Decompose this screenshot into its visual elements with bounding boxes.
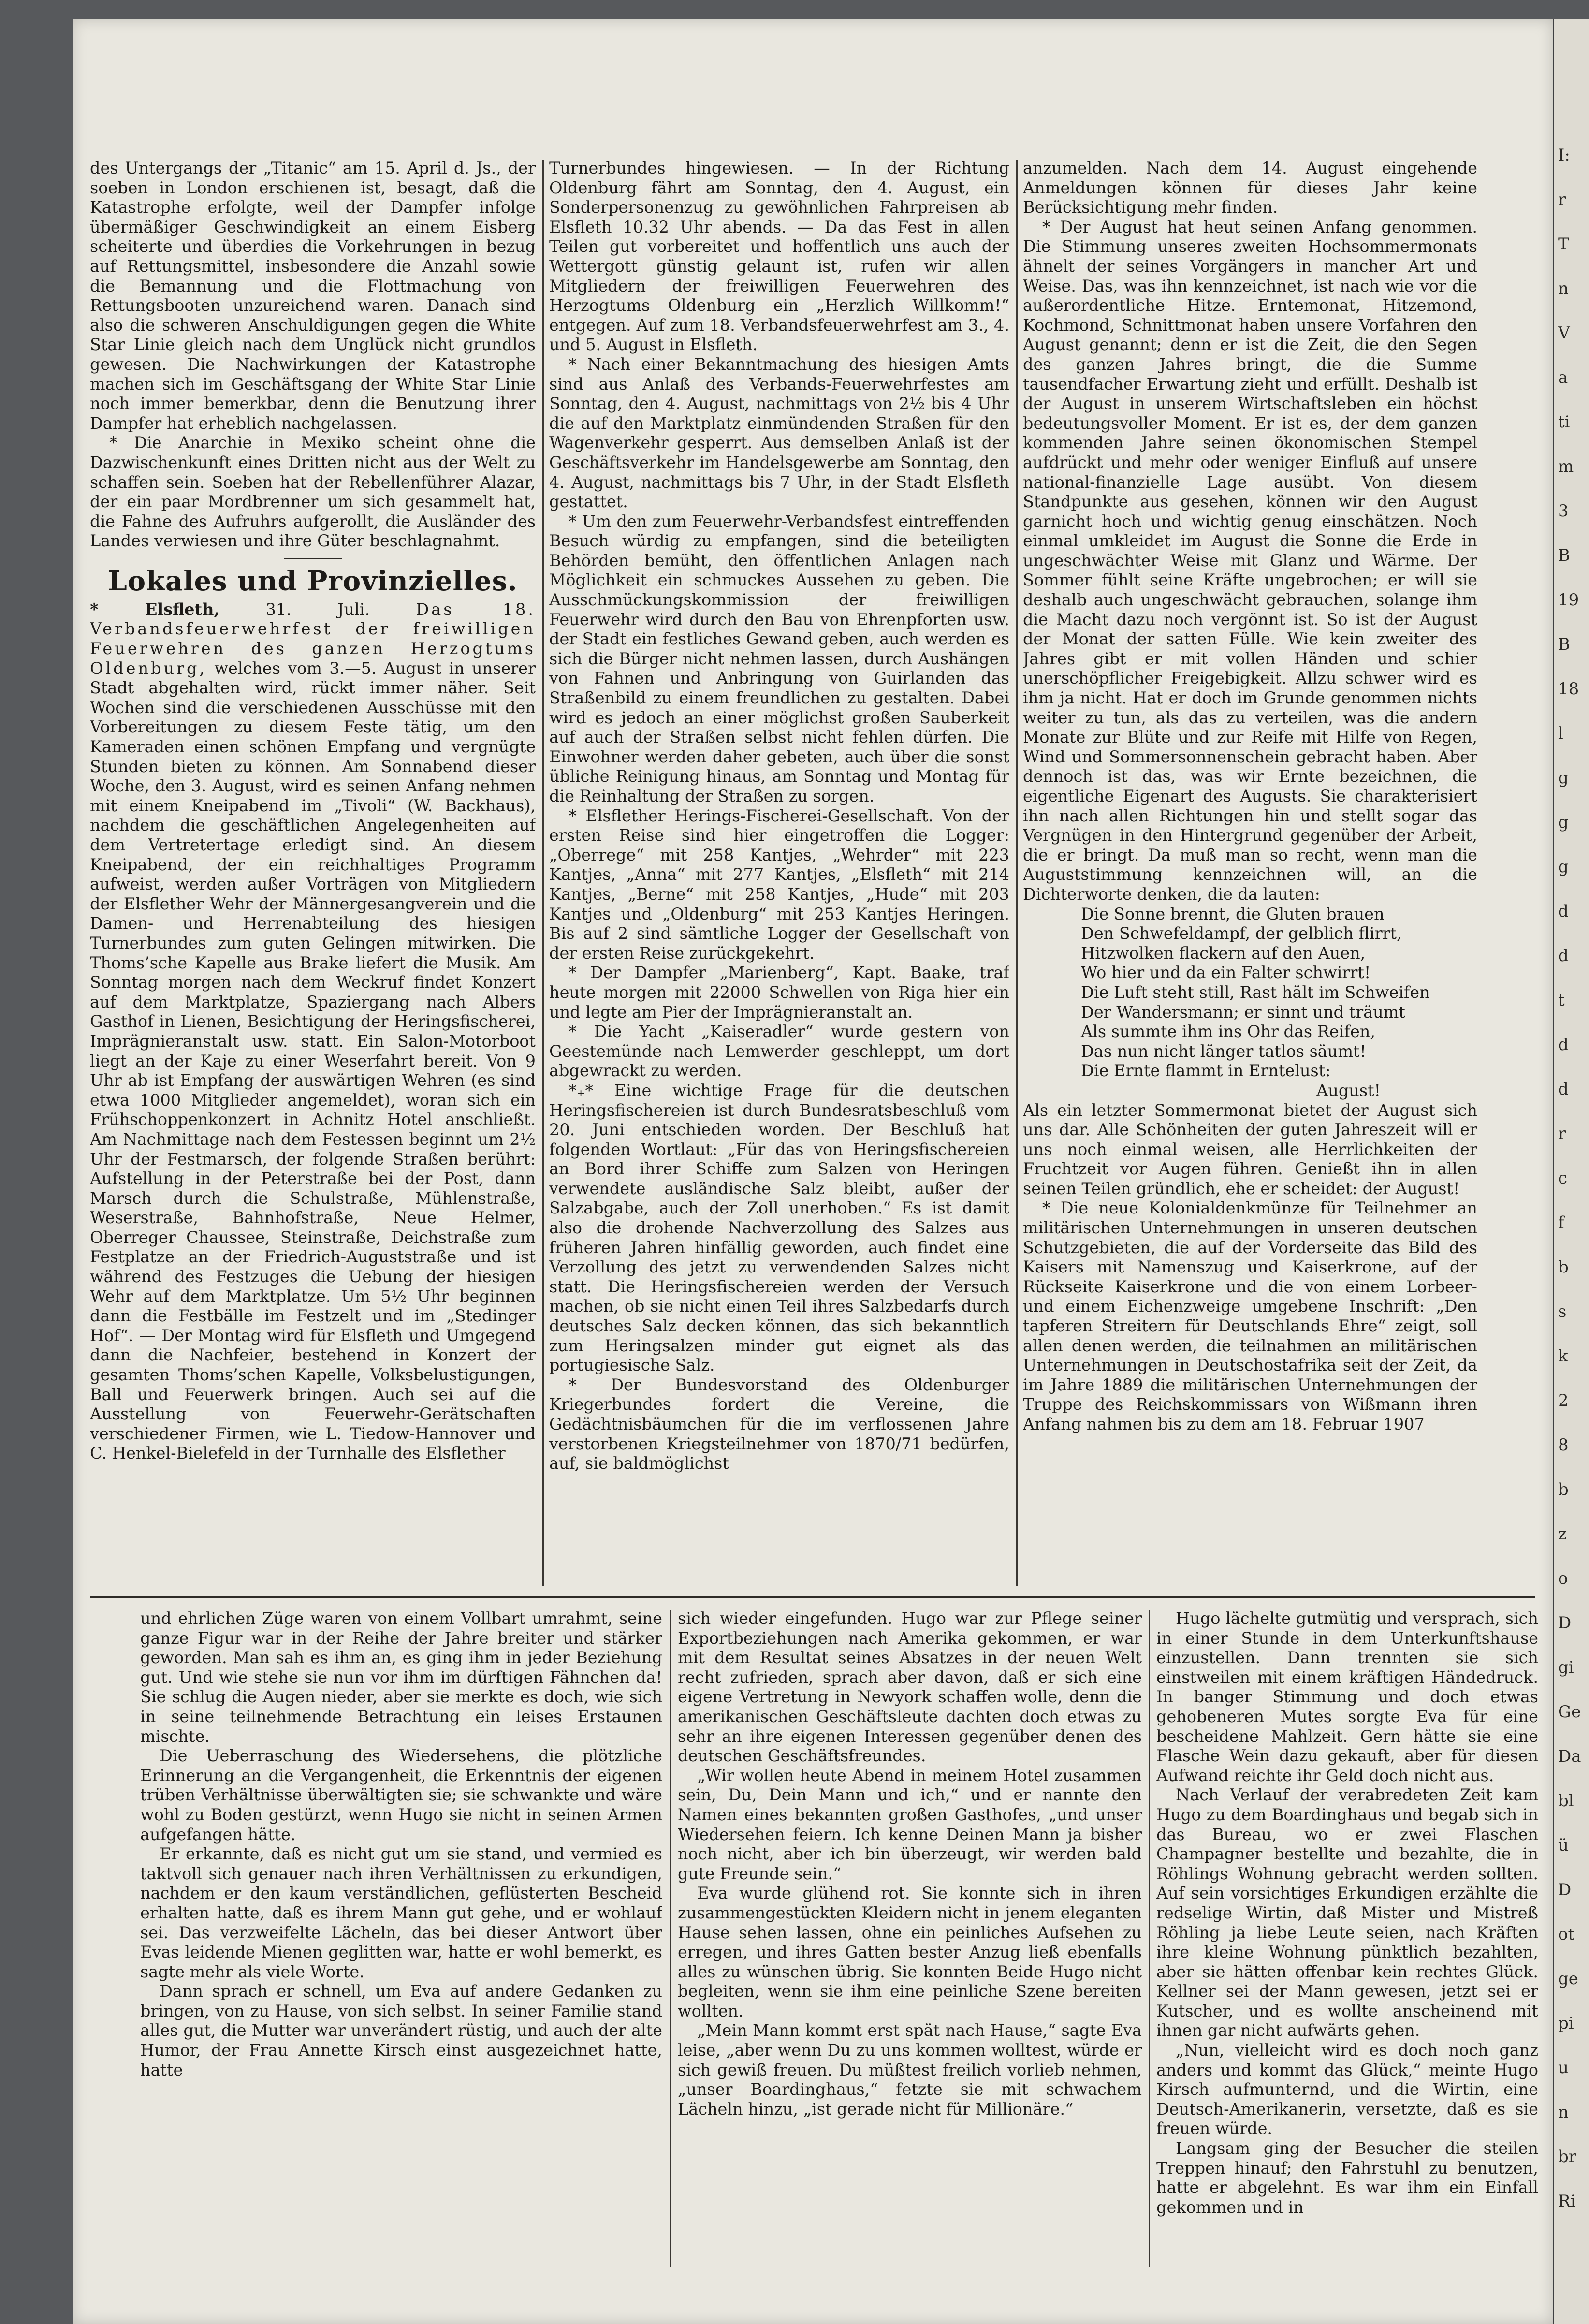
next-page-edge: [1553, 19, 1589, 2324]
edge-fragment: I:: [1558, 146, 1570, 165]
section-heading: Lokales und Provinzielles.: [108, 565, 518, 597]
article-body: welches vom 3.—5. August in unserer Stadt abgehalten wird, rückt immer näher. Seit Wochen sind die verschiedenen Ausschüsse mit den Vorbereitungen zu diesem Feste tätig, um den Kameraden einen schönen Empfang und vergnügte Stunden bieten zu können. Am Sonnabend dieser Woche, den 3. August, wird es seinen Anfang nehmen mit einem Kneipabend im „Tivoli“ (W. Backhaus), nachdem die geschäftlichen Angelegenheiten auf dem Vertretertage erledigt sind. An diesem Kneipabend, der ein reichhaltiges Programm aufweist, werden außer Vorträgen von Mitgliedern der Elsflether Wehr der Männergesangverein und die Damen- und Herrenabteilung des hiesigen Turnerbundes zum guten Gelingen mitwirken. Die Thoms’sche Kapelle aus Brake liefert die Musik. Am Sonntag morgen nach dem Weckruf findet Konzert auf dem Marktplatze, Spaziergang nach Albers Gasthof in Lienen, Besichtigung der Heringsfischerei, Imprägnieranstalt usw. statt. Ein Salon-Motorboot liegt an der Kaje zu einer Weserfahrt bereit. Von 9 Uhr ab ist Empfang der auswärtigen Wehren (es sind etwa 1000 Mitglieder angemeldet), woran sich ein Frühschoppenkonzert in Achnitz Hotel anschließt. Am Nachmittage nach dem Festessen beginnt um 2½ Uhr der Festmarsch, der folgende Straßen berührt: Aufstellung in der Peterstraße bei der Post, dann Marsch durch die Schulstraße, Mühlenstraße, Weserstraße, Bahnhofstraße, Neue Helmer, Oberreger Chaussee, Steinstraße, Deichstraße zum Festplatze an der Friedrich-Auguststraße und ist während des Festzuges die Uebung der hiesigen Wehr auf dem Marktplatze. Um 5½ Uhr beginnen dann die Festbälle im Festzelt und im „Stedinger Hof“. — Der Montag wird für Elsfleth und Umgegend dann die Nachfeier, bestehend in Konzert der gesamten Thoms’schen Kapelle, Volksbelustigungen, Ball und Feuerwerk bringen. Auch sei auf die Ausstellung von Feuerwehr-Gerätschaften verschiedener Firmen, wie L. Tiedow-Hannover und C. Henkel-Bielefeld in der Turnhalle des Elsflether: [90, 658, 536, 1463]
edge-fragment: a: [1558, 368, 1568, 387]
poem-line: Die Ernte flammt in Erntelust:: [1081, 1061, 1331, 1081]
edge-fragment: bl: [1558, 1791, 1574, 1811]
edge-fragment: gi: [1558, 1658, 1574, 1677]
edge-fragment: d: [1558, 1080, 1569, 1099]
edge-fragment: T: [1558, 234, 1569, 254]
poem-line: Die Sonne brennt, die Gluten brauen: [1081, 904, 1385, 923]
edge-fragment: r: [1558, 190, 1566, 209]
edge-fragment: g: [1558, 857, 1569, 877]
paragraph: * Der August hat heut seinen Anfang genommen. Die Stimmung unseres zweiten Hochsommermonats ähnelt der seines Vorgängers in mancher Art und Weise. Das, was ihn kennzeichnet, ist nach wie vor die außerordentliche Hitze. Erntemonat, Hitzemond, Kochmond, Schnittmonat haben unsere Vorfahren den August genannt; denn er ist die Zeit, die den Segen des ganzen Jahres bringt, die die Summe tausendfacher Erwartung zieht und erfüllt. Deshalb ist der August in unserem Wirtschaftsleben ein höchst bedeutungsvoller Moment. Er ist es, der dem ganzen kommenden Jahre seinen ökonomischen Stempel aufdrückt und mehr oder weniger Einfluß auf unsere national-finanzielle Lage ausübt. Von diesem Standpunkte aus gesehen, können wir den August garnicht hoch und wichtig genug einschätzen. Noch einmal umkleidet im August die Sonne die Erde in ungeschwächter Weise mit Glanz und Wärme. Der Sommer fühlt seine Kräfte ungebrochen; er will sie deshalb auch ungeschwächt gebrauchen, solange ihm die Macht dazu noch vergönnt ist. So ist der August der Monat der satten Fülle. Wie kein zweiter des Jahres gibt er mit vollen Händen und schier unerschöpflicher Freigebigkeit. Allzu schwer wird es ihm ja nicht. Hat er doch im Grunde genommen nichts weiter zu tun, als das zu verteilen, was die andern Monate zur Blüte und zur Reife mit Hilfe von Regen, Wind und Sommersonnenschein gebracht haben. Aber dennoch ist das, was wir Ernte bezeichnen, die eigentliche Eigenart des Augusts. Sie charakterisiert ihn nach allen Richtungen hin und stellt sogar das Vergnügen in den Hintergrund gegenüber der Arbeit, die er bringt. Da muß man so recht, wenn man die Auguststimmung kennzeichnen will, an die Dichterworte denken, die da lauten:: [1023, 217, 1477, 904]
edge-fragment: 8: [1558, 1435, 1569, 1455]
edge-fragment: ot: [1558, 1925, 1575, 1944]
edge-fragment: ü: [1558, 1836, 1569, 1855]
paragraph: * Um den zum Feuerwehr-Verbandsfest eintreffenden Besuch würdig zu empfangen, sind die beteiligten Behörden bemüht, den öffentlichen Anlagen nach Möglichkeit ein schmuckes Aussehen zu geben. Die Ausschmückungskommission der freiwilligen Feuerwehr wird durch den Bau von Ehrenpforten usw. der Stadt ein festliches Gewand geben, auch werden es sich die Bürger nicht nehmen lassen, durch Aushängen von Fahnen und Anbringung von Guirlanden das Straßenbild zu einem freundlichen zu gestalten. Dabei wird es jedoch an einer möglichst großen Sauberkeit auf auch der Straßen selbst nicht fehlen dürfen. Die Einwohner werden daher gebeten, auch über die sonst übliche Reinigung hinaus, am Sonntag und Montag für die Reinhaltung der Straßen zu sorgen.: [549, 512, 1009, 805]
edge-fragment: 3: [1558, 501, 1569, 521]
edge-fragment: b: [1558, 1480, 1569, 1499]
edge-fragment: d: [1558, 902, 1569, 921]
paragraph: „Nun, vielleicht wird es doch noch ganz anders und kommt das Glück,“ meinte Hugo Kirsch aufmunternd, und die Wirtin, eine Deutsch-Amerikanerin, versetzte, daß es sie freuen würde.: [1156, 2041, 1538, 2138]
poem-line: Der Wandersmann; er sinnt und träumt: [1081, 1002, 1405, 1022]
paragraph: Als ein letzter Sommermonat bietet der August sich uns dar. Alle Schönheiten der guten Jahreszeit will er uns noch einmal weisen, alle Herrlichkeiten der Fruchtzeit vor Augen führen. Genießt ihn in allen seinen Teilen gründlich, ehe er scheidet: der August!: [1023, 1100, 1477, 1198]
feuilleton-rule: [90, 1596, 1535, 1598]
edge-fragment: 2: [1558, 1391, 1569, 1410]
paragraph: * Nach einer Bekanntmachung des hiesigen Amts sind aus Anlaß des Verbands-Feuerwehrfestes am Sonntag, den 4. August, nachmittags von 2½ bis 4 Uhr die auf den Marktplatz einmündenden Straßen für den Wagenverkehr gesperrt. Aus demselben Anlaß ist der Geschäftsverkehr im Handelsgewerbe am Sonntag, den 4. August, nachmittags bis 7 Uhr, in der Stadt Elsfleth gestattet.: [549, 354, 1009, 512]
poem-line: Die Luft steht still, Rast hält im Schweifen: [1081, 982, 1430, 1002]
paragraph: *₊* Eine wichtige Frage für die deutschen Heringsfischereien ist durch Bundesratsbeschluß vom 20. Juni entschieden worden. Der Beschluß hat folgenden Wortlaut: „Für das von Heringsfischereien an Bord ihrer Schiffe zum Salzen von Heringen verwendete ausländische Salz bleibt, außer der Salzabgabe, auch der Zoll unerhoben.“ Es ist damit also die drohende Nachverzollung des Salzes aus früheren Jahren hinfällig geworden, auch findet eine Verzollung des jetzt zu verwendenden Salzes nicht statt. Die Heringsfischereien werden der Versuch machen, ob sie nicht einen Teil ihres Salzbedarfs durch deutsches Salz decken können, das sich bekanntlich zum Heringsalzen minder gut eignet als das portugiesische Salz.: [549, 1081, 1009, 1375]
edge-fragment: s: [1558, 1302, 1567, 1321]
edge-fragment: g: [1558, 813, 1569, 832]
article-paragraph: [90, 600, 536, 1463]
edge-fragment: 19: [1558, 590, 1579, 610]
paragraph: * Die Yacht „Kaiseradler“ wurde gestern von Geestemünde nach Lemwerder geschleppt, um dort abgewrackt zu werden.: [549, 1022, 1009, 1081]
paragraph: „Mein Mann kommt erst spät nach Hause,“ sagte Eva leise, „aber wenn Du zu uns kommen wolltest, würde er sich gewiß freuen. Du müßtest freilich vorlieb nehmen, „unser Boardinghaus,“ fetzte sie mit schwachem Lächeln hinzu, „ist gerade nicht für Millionäre.“: [678, 2021, 1142, 2119]
edge-fragment: pi: [1558, 2014, 1574, 2033]
edge-fragment: ti: [1558, 412, 1570, 432]
paragraph: Dann sprach er schnell, um Eva auf andere Gedanken zu bringen, von zu Hause, von sich selbst. In seiner Familie stand alles gut, die Mutter war unverändert rüstig, und auch der alte Humor, der Frau Annette Kirsch einst ausgezeichnet hatte, hatte: [140, 1982, 662, 2079]
column-divider: [1149, 1610, 1150, 2267]
paragraph: Turnerbundes hingewiesen. — In der Richtung Oldenburg fährt am Sonntag, den 4. August, ein Sonderpersonenzug zu gewöhnlichen Fahrpreisen ab Elsfleth 10.32 Uhr abends. — Da das Fest in allen Teilen gut vorbereitet und hoffentlich uns auch der Wettergott günstig gelaunt ist, rufen wir allen Mitgliedern der freiwilligen Feuerwehren des Herzogtums Oldenburg ein „Herzlich Willkomm!“ entgegen. Auf zum 18. Verbandsfeuerwehrfest am 3., 4. und 5. August in Elsfleth.: [549, 159, 1009, 354]
edge-fragment: f: [1558, 1213, 1564, 1232]
section-divider: [284, 558, 342, 559]
edge-fragment: D: [1558, 1613, 1572, 1633]
poem-line: Wo hier und da ein Falter schwirrt!: [1081, 963, 1371, 982]
paragraph: Hugo lächelte gutmütig und versprach, sich in einer Stunde in dem Unterkunftshause einzustellen. Dann trennten sie sich einstweilen mit einem kräftigen Händedruck. In banger Stimmung und doch etwas gehobeneren Mutes sorgte Eva für eine bescheidene Mahlzeit. Gern hätte sie eine Flasche Wein dazu gekauft, aber für diesen Aufwand reichte ihr Geld doch nicht aus.: [1156, 1609, 1538, 1785]
paragraph: des Untergangs der „Titanic“ am 15. April d. Js., der soeben in London erschienen ist, besagt, daß die Katastrophe erfolgte, weil der Dampfer infolge übermäßiger Geschwindigkeit an einem Eisberg scheiterte und überdies die Vorkehrungen in bezug auf Rettungsmittel, insbesondere die Anzahl sowie die Bemannung und die Flottmachung von Rettungsbooten unzureichend waren. Danach sind also die schweren Anschuldigungen gegen die White Star Linie gleich nach dem Unglück nicht grundlos gewesen. Die Nachwirkungen der Katastrophe machen sich im Geschäftsgang der White Star Linie noch immer bemerkbar, denn die Benutzung ihrer Dampfer hat erheblich nachgelassen.: [90, 159, 536, 433]
edge-fragment: Ri: [1558, 2192, 1576, 2211]
edge-fragment: Da: [1558, 1747, 1581, 1766]
paragraph: und ehrlichen Züge waren von einem Vollbart umrahmt, seine ganze Figur war in der Reihe der Jahre breiter und stärker geworden. Man sah es ihm an, es ging ihm in jeder Beziehung gut. Und wie stehe sie nun vor ihm im dürftigen Fähnchen da! Sie schlug die Augen nieder, aber sie merkte es doch, wie sich in seine teilnehmende Betrachtung ein leises Erstaunen mischte.: [140, 1609, 662, 1746]
edge-fragment: V: [1558, 323, 1570, 343]
column-divider: [670, 1610, 671, 2267]
edge-fragment: z: [1558, 1524, 1567, 1544]
poem-line-end: August!: [1316, 1081, 1381, 1100]
top-column-1: [90, 159, 536, 1590]
bottom-column-3: [1156, 1609, 1538, 2271]
paragraph: „Wir wollen heute Abend in meinem Hotel zusammen sein, Du, Dein Mann und ich,“ und er nannte den Namen eines bekannten großen Gasthofes, „und unser Wiedersehen feiern. Ich kenne Deinen Mann ja bisher noch nicht, aber ich bin überzeugt, wir werden bald gute Freunde sein.“: [678, 1766, 1142, 1883]
edge-fragment: n: [1558, 2103, 1569, 2122]
poem-line: Den Schwefeldampf, der gelblich flirrt,: [1081, 924, 1402, 943]
edge-fragment: k: [1558, 1346, 1568, 1366]
paragraph: Langsam ging der Besucher die steilen Treppen hinauf; den Fahrstuhl zu benutzen, hatte er abgelehnt. Es war ihm ein Einfall gekommen und in: [1156, 2139, 1538, 2217]
edge-fragment: u: [1558, 2058, 1569, 2077]
edge-fragment: ge: [1558, 1969, 1578, 1988]
poem-line: Als summte ihm ins Ohr das Reifen,: [1081, 1022, 1375, 1041]
paragraph: sich wieder eingefunden. Hugo war zur Pflege seiner Exportbeziehungen nach Amerika gekommen, er war mit dem Resultat seines Absatzes in der neuen Welt recht zufrieden, sprach aber davon, daß er sich eine eigene Vertretung in Newyork schaffen wolle, denn die amerikanischen Geschäftsleute dachten doch etwas zu sehr an ihre eigenen Interessen gegenüber denen des deutschen Geschäftsfreundes.: [678, 1609, 1142, 1766]
edge-fragment: 18: [1558, 679, 1579, 699]
bottom-column-1: [140, 1609, 662, 2271]
bottom-column-2: [678, 1609, 1142, 2271]
edge-fragment: n: [1558, 279, 1569, 298]
paragraph: Er erkannte, daß es nicht gut um sie stand, und vermied es taktvoll sich genauer nach ihren Verhältnissen zu erkundigen, nachdem er den kaum verständlichen, geflüsterten Bescheid erhalten hatte, daß es ihrem Mann gut gehe, und er wohlauf sei. Das verzweifelte Lächeln, das bei dieser Antwort über Evas leidende Mienen geglitten war, hatte er wohl bemerkt, es sagte mehr als viele Worte.: [140, 1844, 662, 1981]
column-divider: [542, 160, 544, 1586]
paragraph: Eva wurde glühend rot. Sie konnte sich in ihren zusammengestückten Kleidern nicht in jenem eleganten Hause sehen lassen, ohne ein peinliches Aufsehen zu erregen, und ihres Gatten bester Anzug ließ ebenfalls alles zu wünschen übrig. Sie konnten Beide Hugo nicht begleiten, wenn sie ihm eine peinliche Szene bereiten wollten.: [678, 1884, 1142, 2020]
poem-line: Hitzwolken flackern auf den Auen,: [1081, 943, 1366, 963]
paragraph: Die Ueberraschung des Wiedersehens, die plötzliche Erinnerung an die Vergangenheit, die Erkenntnis der eigenen trüben Verhältnisse überwältigten sie; sie schwankte und wäre wohl zu Boden gestürzt, wenn Hugo sie nicht in seinen Armen aufgefangen hätte.: [140, 1746, 662, 1844]
newspaper-page: [73, 19, 1553, 2324]
paragraph: * Die neue Kolonialdenkmünze für Teilnehmer an militärischen Unternehmungen in unseren deutschen Schutzgebieten, die auf der Vorderseite das Bild des Kaisers mit Namenszug und Kaiserkrone, auf der Rückseite Kaiserkrone und die von einem Lorbeer- und einem Eichenzweige umgebene Inschrift: „Den tapferen Streitern für Deutschlands Ehre“ zeigt, soll allen denen werden, die teilnahmen an militärischen Unternehmungen in Deutschostafrika seit der Zeit, da im Jahre 1889 die militärischen Unternehmungen der Truppe des Reichskommissars von Wißmann ihren Anfang nahmen bis zu dem am 18. Februar 1907: [1023, 1199, 1477, 1433]
edge-fragment: Ge: [1558, 1702, 1581, 1722]
edge-fragment: t: [1558, 991, 1565, 1010]
edge-fragment: d: [1558, 1035, 1569, 1054]
top-column-3: [1023, 159, 1477, 1590]
edge-fragment: r: [1558, 1124, 1566, 1143]
edge-fragment: b: [1558, 1257, 1569, 1277]
edge-fragment: c: [1558, 1169, 1568, 1188]
paragraph: * Die Anarchie in Mexiko scheint ohne die Dazwischenkunft eines Dritten nicht aus der Welt zu schaffen sein. Soeben hat der Rebellenführer Alazar, der ein paar Mordbrenner um sich gesammelt hat, die Fahne des Aufruhrs aufgerollt, die Ausländer des Landes verwiesen und ihre Güter beschlagnahmt.: [90, 433, 536, 551]
edge-fragment: D: [1558, 1880, 1572, 1900]
column-divider: [1016, 160, 1018, 1586]
edge-fragment: l: [1558, 724, 1563, 743]
paragraph: Nach Verlauf der verabredeten Zeit kam Hugo zu dem Boardinghaus und begab sich in das Bureau, wo er zwei Flaschen Champagner bestellte und bezahlte, die in Röhlings Wohnung gebracht werden sollten. Auf sein vorsichtiges Erkundigen erzählte die redselige Wirtin, daß Mister und Mistreß Röhling ja liebe Leute seien, nach Kräften ihre kleine Wohnung pünktlich bezahlten, aber sie hätten offenbar kein rechtes Glück. Kellner sei der Mann gewesen, jetzt sei er Kutscher, und es wollte anscheinend mit ihnen gar nicht aufwärts gehen.: [1156, 1785, 1538, 2040]
edge-fragment: o: [1558, 1569, 1568, 1588]
edge-fragment: B: [1558, 546, 1570, 565]
edge-fragment: br: [1558, 2147, 1577, 2166]
top-column-2: [549, 159, 1009, 1590]
edge-fragment: g: [1558, 768, 1569, 788]
article-spaced-title: Das 18. Verbandsfeuerwehrfest der freiwilligen Feuerwehren des ganzen Herzogtums Oldenburg,: [90, 599, 536, 678]
edge-fragment: m: [1558, 457, 1574, 476]
edge-fragment: B: [1558, 635, 1570, 654]
paragraph: * Elsflether Herings-Fischerei-Gesellschaft. Von der ersten Reise sind hier eingetroffen die Logger: „Oberrege“ mit 258 Kantjes, „Wehrder“ mit 223 Kantjes, „Anna“ mit 277 Kantjes, „Elsfleth“ mit 214 Kantjes, „Berne“ mit 258 Kantjes, „Hude“ mit 203 Kantjes und „Oldenburg“ mit 253 Kantjes Heringen. Bis auf 2 sind sämtliche Logger der Gesellschaft von der ersten Reise zurückgekehrt.: [549, 806, 1009, 963]
paragraph: anzumelden. Nach dem 14. August eingehende Anmeldungen können für dieses Jahr keine Berücksichtigung mehr finden.: [1023, 159, 1477, 217]
poem-line: Das nun nicht länger tatlos säumt!: [1081, 1041, 1367, 1061]
edge-fragment: d: [1558, 946, 1569, 965]
paragraph: * Der Bundesvorstand des Oldenburger Kriegerbundes fordert die Vereine, die Gedächtnisbäumchen für die im verflossenen Jahre verstorbenen Kriegsteilnehmer von 1870/71 bedürfen, auf, sie baldmöglichst: [549, 1375, 1009, 1473]
article-date: 31. Juli.: [265, 599, 370, 619]
paragraph: * Der Dampfer „Marienberg“, Kapt. Baake, traf heute morgen mit 22000 Schwellen von Riga hier ein und legte am Pier der Imprägnieranstalt an.: [549, 963, 1009, 1022]
article-lead: * Elsfleth,: [90, 599, 220, 619]
